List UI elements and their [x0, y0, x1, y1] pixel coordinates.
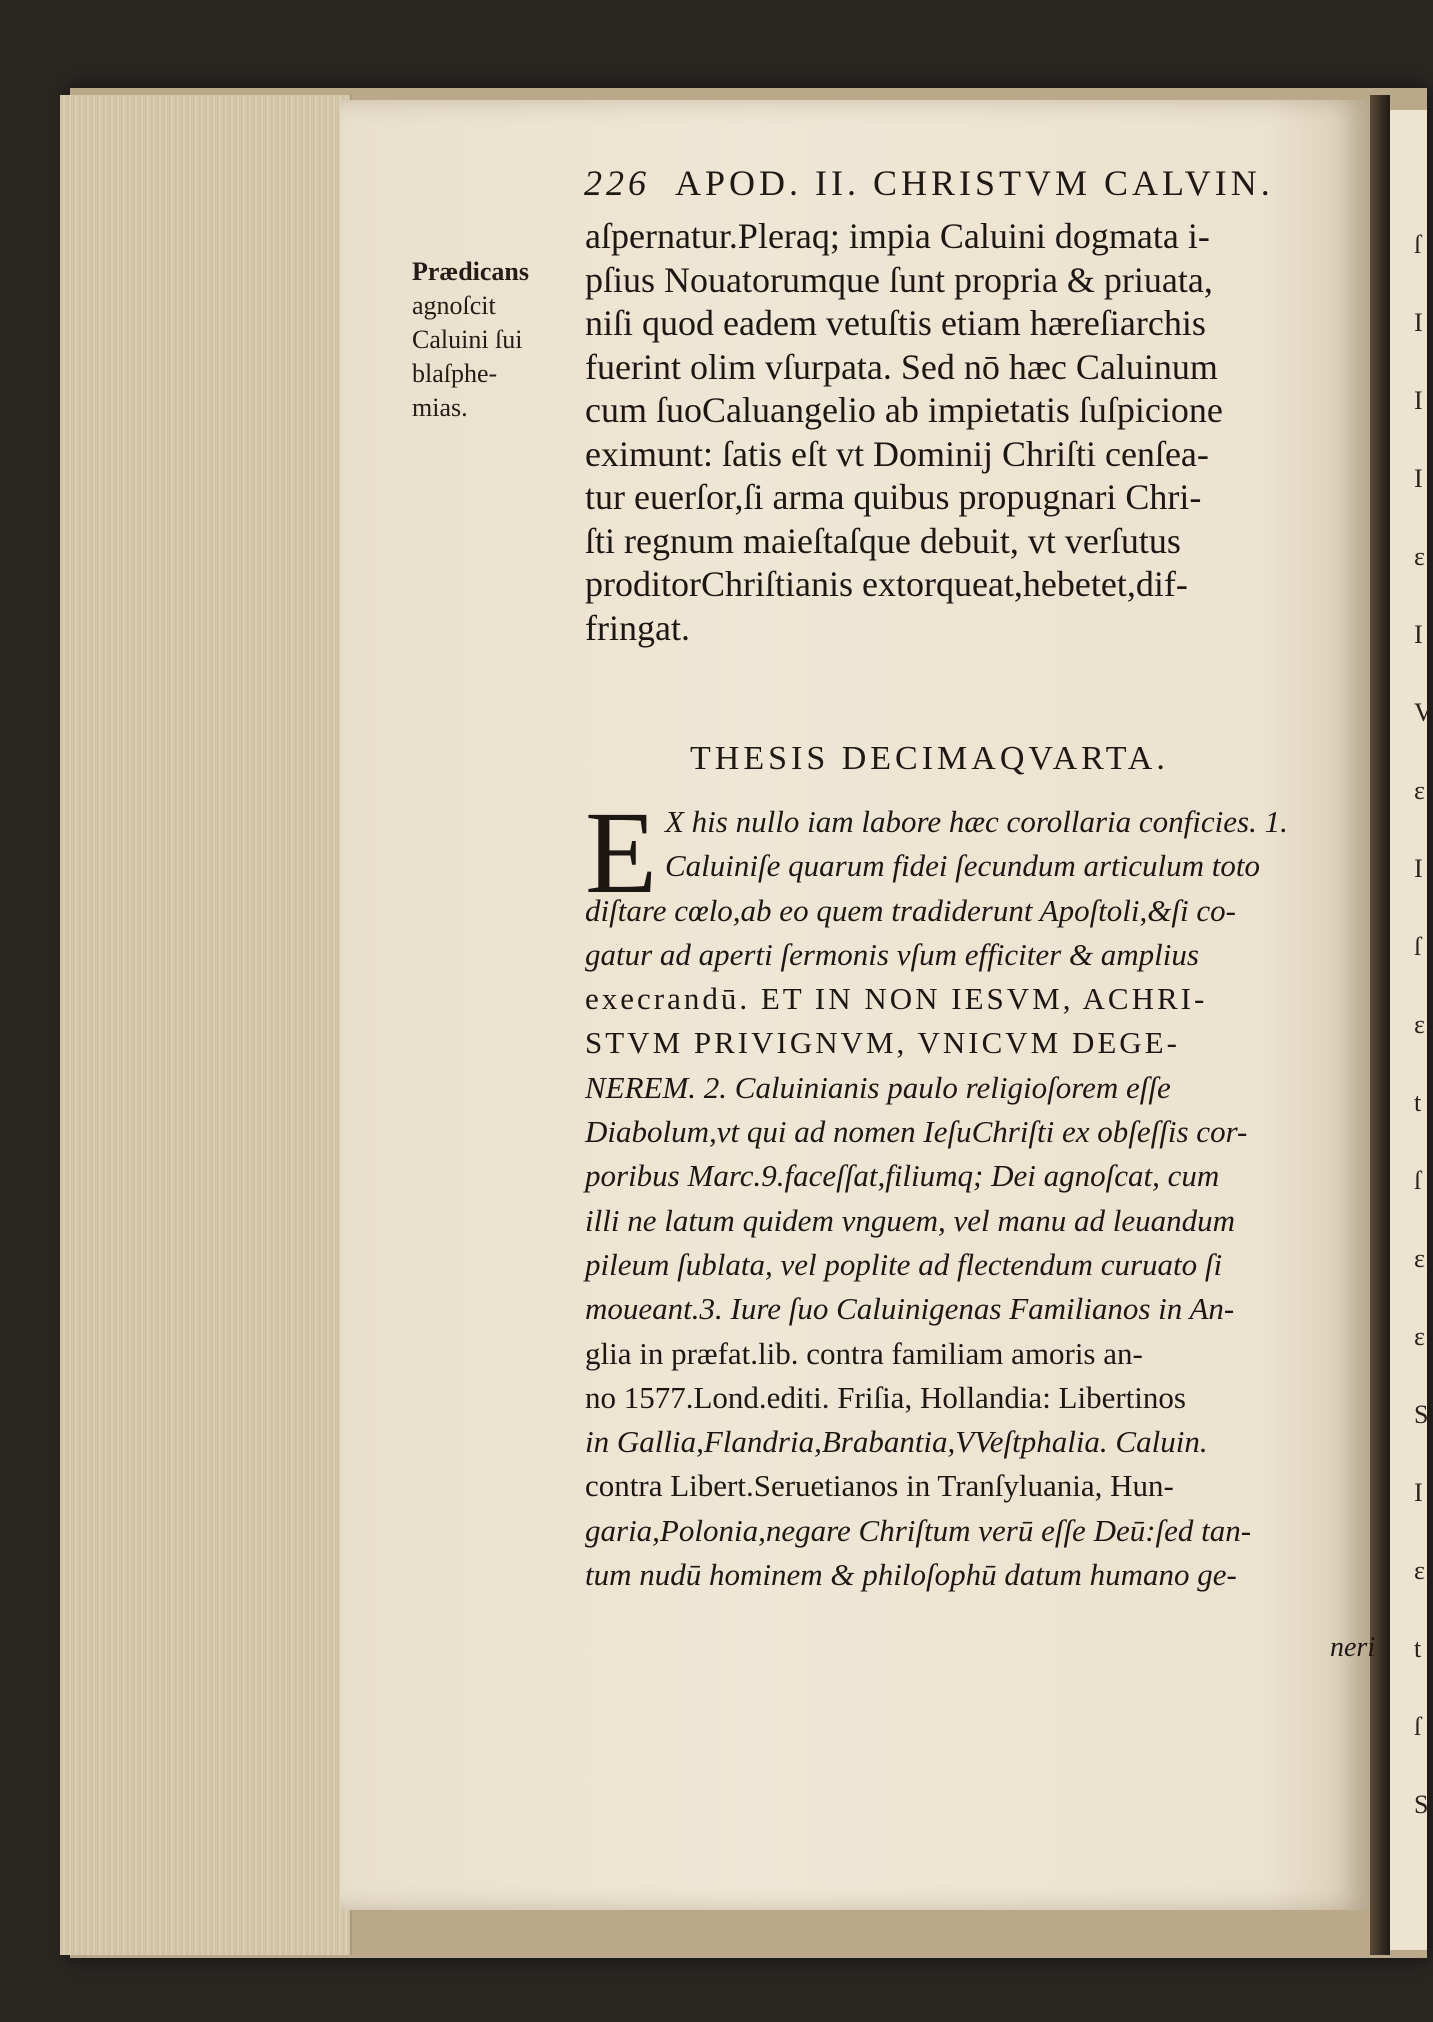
text-line: tur euerſor,ſi arma quibus propugnari Chri-: [585, 477, 1202, 517]
facing-page-letter: t: [1414, 1088, 1422, 1117]
facing-page-letter: S: [1414, 1400, 1429, 1429]
text-line: Diabolum,vt qui ad nomen IeſuChriſti ex obſeſſis cor-: [585, 1114, 1248, 1150]
text-line: no 1577.Lond.editi. Friſia, Hollandia: Libertinos: [585, 1379, 1186, 1415]
text-line: eximunt: ſatis eſt vt Dominij Chriſti cenſea-: [585, 433, 1209, 474]
text-line: pſius Nouatorumque ſunt propria & priuata,: [585, 259, 1213, 300]
facing-page-letter: I: [1414, 854, 1423, 883]
page-edges: [60, 95, 352, 1955]
facing-page-letter: ſ: [1414, 1712, 1422, 1741]
facing-page-letter: I: [1414, 308, 1423, 337]
margin-note-line: Prædicans: [412, 257, 529, 286]
text-line: ſti regnum maieſtaſque debuit, vt verſutus: [585, 520, 1181, 561]
text-line: poribus Marc.9.faceſſat,filiumq; Dei agnoſcat, cum: [585, 1158, 1220, 1194]
text-line: fuerint olim vſurpata. Sed nō hæc Caluinum: [585, 346, 1218, 387]
text-line: niſi quod eadem vetuſtis etiam hæreſiarchis: [585, 303, 1206, 343]
facing-page-letter: ɛ: [1414, 1244, 1425, 1273]
facing-page-letter: ɛ: [1414, 1322, 1425, 1351]
margin-note-line: agnoſcit: [412, 291, 496, 320]
facing-page-letter: I: [1414, 620, 1423, 649]
text-line: NEREM. 2. Caluinianis paulo religioſorem eſſe: [585, 1069, 1171, 1105]
facing-page-letter: t: [1414, 1634, 1422, 1663]
facing-page-letter: I: [1414, 464, 1423, 493]
facing-page-letter: V: [1414, 698, 1433, 727]
margin-note: [412, 255, 562, 425]
text-line: glia in præfat.lib. contra familiam amoris an-: [585, 1335, 1143, 1371]
text-line: moueant.3. Iure ſuo Caluinigenas Familianos in An-: [585, 1291, 1235, 1327]
text-line: in Gallia,Flandria,Brabantia,VVeſtphalia. Caluin.: [585, 1424, 1208, 1460]
margin-note-line: Caluini ſui: [412, 325, 523, 354]
running-title: APOD. II. CHRISTVM CALVIN.: [675, 163, 1274, 203]
facing-page-letter: ɛ: [1414, 1010, 1425, 1039]
text-line: illi ne latum quidem vnguem, vel manu ad leuandum: [585, 1202, 1236, 1238]
facing-page-letter: I: [1414, 1478, 1423, 1507]
facing-page-letter: S: [1414, 1790, 1429, 1819]
text-line: fringat.: [585, 607, 690, 648]
text-line: execrandū. ET IN NON IESVM, ACHRI-: [585, 981, 1208, 1017]
text-line: pileum ſublata, vel poplite ad flectendum curuato ſi: [585, 1246, 1223, 1282]
text-line: proditorChriſtianis extorqueat,hebetet,dif-: [585, 564, 1188, 604]
margin-note-line: blaſphe-: [412, 359, 498, 388]
text-line: gatur ad aperti ſermonis vſum efficiter & amplius: [585, 936, 1199, 972]
text-line: garia,Polonia,negare Chriſtum verū eſſe Deū:ſed tan-: [585, 1512, 1252, 1548]
page-header: [584, 162, 1344, 218]
facing-page-letter: ɛ: [1414, 542, 1425, 571]
facing-page-letter: ɛ: [1414, 1556, 1425, 1585]
facing-page-letter: ſ: [1414, 1166, 1422, 1195]
page-number: 226: [584, 163, 650, 203]
text-line: contra Libert.Seruetianos in Tranſyluania, Hun-: [585, 1468, 1174, 1504]
text-line: STVM PRIVIGNVM, VNICVM DEGE-: [585, 1025, 1180, 1061]
drop-cap: E: [585, 787, 658, 918]
body-paragraph: [585, 215, 1370, 650]
text-line: diſtare cœlo,ab eo quem tradiderunt Apoſtoli,&ſi co-: [585, 892, 1236, 928]
facing-page-letter: I: [1414, 386, 1423, 415]
text-line: X his nullo iam labore hæc corollaria conficies. 1.: [665, 804, 1288, 839]
section-heading: THESIS DECIMAQVARTA.: [690, 740, 1169, 777]
facing-page-letter: ſ: [1414, 932, 1422, 961]
text-line: aſpernatur.Pleraq; impia Caluini dogmata i-: [585, 216, 1210, 256]
margin-note-line: mias.: [412, 393, 468, 422]
text-line: Caluiniſe quarum fidei ſecundum articulum toto: [665, 848, 1260, 884]
catchword: neri: [1330, 1632, 1376, 1663]
text-line: tum nudū hominem & philoſophū datum humano ge-: [585, 1557, 1237, 1593]
thesis-paragraph: [585, 787, 1375, 1597]
text-line: cum ſuoCaluangelio ab impietatis ſuſpicione: [585, 390, 1223, 430]
facing-page-letter: ſ: [1414, 230, 1422, 259]
facing-page-letter: ɛ: [1414, 776, 1425, 805]
